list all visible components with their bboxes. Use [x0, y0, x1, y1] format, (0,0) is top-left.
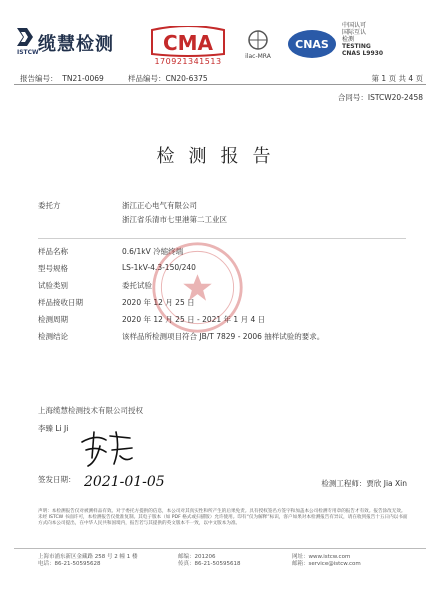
footer-postcode-block: 邮编：201206 传真：86-21-50595618: [178, 554, 241, 567]
ilac-mra-icon: [238, 28, 278, 60]
svg-text:ilac-MRA: ilac-MRA: [245, 53, 271, 60]
header-divider: [14, 84, 426, 85]
field-label: 检测周期: [38, 315, 68, 324]
client-name: 浙江正心电气有限公司: [122, 201, 197, 210]
brand-logo-icon: [17, 28, 33, 46]
test-category: 委托试验: [122, 281, 152, 290]
sample-name: 0.6/1kV 冷缩终端: [122, 247, 184, 256]
issue-date-handwritten: 2021-01-05: [84, 474, 165, 490]
field-label: 试验类别: [38, 281, 68, 290]
brand-name: 缆慧检测: [38, 34, 114, 55]
report-title: 检测报告: [156, 146, 285, 167]
brand-abbrev: ISTCW: [17, 49, 39, 56]
svg-text:CNAS: CNAS: [295, 38, 329, 51]
client-label: 委托方: [38, 201, 61, 210]
company-seal-icon: [150, 240, 245, 335]
footer-web-block: 网址：www.istcw.com 邮箱：service@istcw.com: [292, 554, 361, 567]
model-spec: LS-1kV-4.3-150/240: [122, 263, 196, 272]
authorization-text: 上海缆慧检测技术有限公司授权: [38, 406, 143, 415]
cma-mark-icon: [146, 26, 230, 58]
footer-divider: [14, 548, 426, 549]
client-address: 浙江省乐清市七里港第二工业区: [122, 215, 227, 224]
field-label: 样品接收日期: [38, 298, 83, 307]
field-label: 样品名称: [38, 247, 68, 256]
test-period: 2020 年 12 月 25 日 - 2021 年 1 月 4 日: [122, 315, 266, 324]
page-info: 第 1 页 共 4 页: [371, 74, 423, 83]
signature-icon: [76, 428, 136, 470]
report-number: 报告编号： TN21-0069: [20, 74, 104, 83]
field-label: 检测结论: [38, 332, 68, 341]
svg-text:CMA: CMA: [162, 31, 214, 55]
cnas-logo-icon: [286, 28, 338, 60]
contract-number: 合同号：ISTCW20-2458: [337, 93, 423, 102]
receive-date: 2020 年 12 月 25 日: [122, 298, 195, 307]
issue-date-label: 签发日期：: [38, 475, 76, 484]
section-divider: [38, 238, 406, 239]
sample-number: 样品编号：CN20-6375: [128, 74, 208, 83]
disclaimer-text: 声明：本检测报告仅对被测样品有效。对于委托方提供的信息，本公司对其真实性和所产生的后果免责。具有授权签名方签字和加盖本公司检测专用章的报告才有效。报告涂改无效。未经 ISTCW 书面许可，本检测报告仅批准复制。其电子版本（如 PDF 格式或扫描版）允许使用。印有“仅为解释”标识，客户如果对本检测报告有异议，请在收到报告十五日内以书面方式向本公司提出，在中华人民共和国境内，报告若与其提供的英文版本不一致，以中文版本为准。: [38, 509, 408, 527]
signer-name: 李臻 Li Ji: [38, 424, 69, 433]
cma-number: 170921341513: [154, 57, 222, 66]
field-label: 型号规格: [38, 264, 68, 273]
cnas-certificate-text: 中国认可 国际互认 检测 TESTING CNAS L9930: [342, 22, 384, 57]
test-engineer: 检测工程师：贾欣 Jia Xin: [321, 479, 407, 488]
test-conclusion: 该样品所检测项目符合 JB/T 7829 - 2006 抽样试验的要求。: [122, 332, 325, 341]
footer-address-block: 上海市浦东新区金藏路 258 号 2 幢 1 楼 电话：86-21-50595628: [38, 554, 138, 567]
